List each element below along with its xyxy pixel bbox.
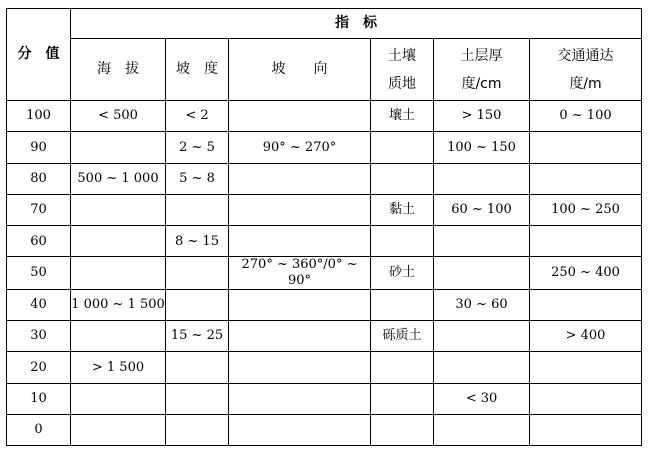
altitude-cell [71, 226, 166, 257]
altitude-cell: > 1 500 [71, 352, 166, 383]
soil-thickness-header: 土层厚 度/cm [434, 39, 530, 101]
altitude-cell [71, 194, 166, 225]
soil-cell: 砾质土 [371, 320, 434, 351]
access-cell [530, 383, 642, 414]
table-row [7, 414, 642, 445]
thickness-cell: 100 ~ 150 [434, 132, 530, 163]
score-cell: 30 [7, 320, 71, 351]
slope-cell: 5 ~ 8 [166, 163, 229, 194]
access-cell: 250 ~ 400 [530, 257, 642, 289]
altitude-cell [71, 414, 166, 445]
table-row [7, 163, 642, 194]
soil-cell: 壤土 [371, 101, 434, 132]
soil-cell: 黏土 [371, 194, 434, 225]
table-row [7, 101, 642, 132]
access-cell [530, 414, 642, 445]
aspect-header: 坡 向 [229, 39, 371, 101]
slope-cell: < 2 [166, 101, 229, 132]
access-cell: > 400 [530, 320, 642, 351]
aspect-cell [229, 320, 371, 351]
aspect-cell [229, 101, 371, 132]
scoring-table [6, 8, 642, 446]
thickness-cell [434, 163, 530, 194]
score-cell: 20 [7, 352, 71, 383]
soil-cell [371, 352, 434, 383]
altitude-cell [71, 383, 166, 414]
table-row [7, 383, 642, 414]
access-cell [530, 163, 642, 194]
score-cell: 40 [7, 289, 71, 320]
access-header: 交通通达 度/m [530, 39, 642, 101]
soil-cell: 砂土 [371, 257, 434, 289]
score-cell: 100 [7, 101, 71, 132]
slope-cell [166, 257, 229, 289]
aspect-cell [229, 226, 371, 257]
aspect-cell [229, 163, 371, 194]
soil-cell [371, 163, 434, 194]
soil-cell [371, 383, 434, 414]
score-header: 分 值 [7, 9, 71, 101]
access-cell [530, 226, 642, 257]
slope-cell [166, 352, 229, 383]
slope-cell [166, 414, 229, 445]
table-row [7, 194, 642, 225]
slope-cell [166, 383, 229, 414]
score-cell: 60 [7, 226, 71, 257]
altitude-cell [71, 132, 166, 163]
altitude-cell: < 500 [71, 101, 166, 132]
aspect-cell: 270° ~ 360°/0° ~ 90° [229, 257, 371, 289]
slope-cell [166, 194, 229, 225]
altitude-cell [71, 320, 166, 351]
thickness-cell: 30 ~ 60 [434, 289, 530, 320]
access-cell: 0 ~ 100 [530, 101, 642, 132]
aspect-cell [229, 194, 371, 225]
soil-texture-header: 土壤 质地 [371, 39, 434, 101]
aspect-cell [229, 352, 371, 383]
table-row [7, 132, 642, 163]
table-body [7, 101, 642, 446]
access-cell [530, 289, 642, 320]
score-cell: 50 [7, 257, 71, 289]
soil-cell [371, 226, 434, 257]
slope-cell: 8 ~ 15 [166, 226, 229, 257]
table-row [7, 352, 642, 383]
slope-cell [166, 289, 229, 320]
table-row [7, 289, 642, 320]
soil-cell [371, 414, 434, 445]
soil-cell [371, 289, 434, 320]
table-row [7, 257, 642, 289]
score-cell: 70 [7, 194, 71, 225]
thickness-cell: > 150 [434, 101, 530, 132]
thickness-cell [434, 352, 530, 383]
score-cell: 80 [7, 163, 71, 194]
score-cell: 10 [7, 383, 71, 414]
thickness-cell [434, 257, 530, 289]
table-row [7, 320, 642, 351]
altitude-header: 海 拔 [71, 39, 166, 101]
thickness-cell [434, 226, 530, 257]
soil-cell [371, 132, 434, 163]
aspect-cell: 90° ~ 270° [229, 132, 371, 163]
thickness-cell [434, 320, 530, 351]
slope-cell: 15 ~ 25 [166, 320, 229, 351]
access-cell [530, 352, 642, 383]
aspect-cell [229, 289, 371, 320]
indicators-header: 指 标 [71, 9, 642, 39]
thickness-cell: < 30 [434, 383, 530, 414]
table-row [7, 226, 642, 257]
slope-cell: 2 ~ 5 [166, 132, 229, 163]
thickness-cell: 60 ~ 100 [434, 194, 530, 225]
aspect-cell [229, 383, 371, 414]
scoring-table-container [6, 8, 642, 446]
altitude-cell: 1 000 ~ 1 500 [71, 289, 166, 320]
access-cell [530, 132, 642, 163]
altitude-cell: 500 ~ 1 000 [71, 163, 166, 194]
score-cell: 0 [7, 414, 71, 445]
score-cell: 90 [7, 132, 71, 163]
access-cell: 100 ~ 250 [530, 194, 642, 225]
aspect-cell [229, 414, 371, 445]
thickness-cell [434, 414, 530, 445]
altitude-cell [71, 257, 166, 289]
slope-header: 坡 度 [166, 39, 229, 101]
